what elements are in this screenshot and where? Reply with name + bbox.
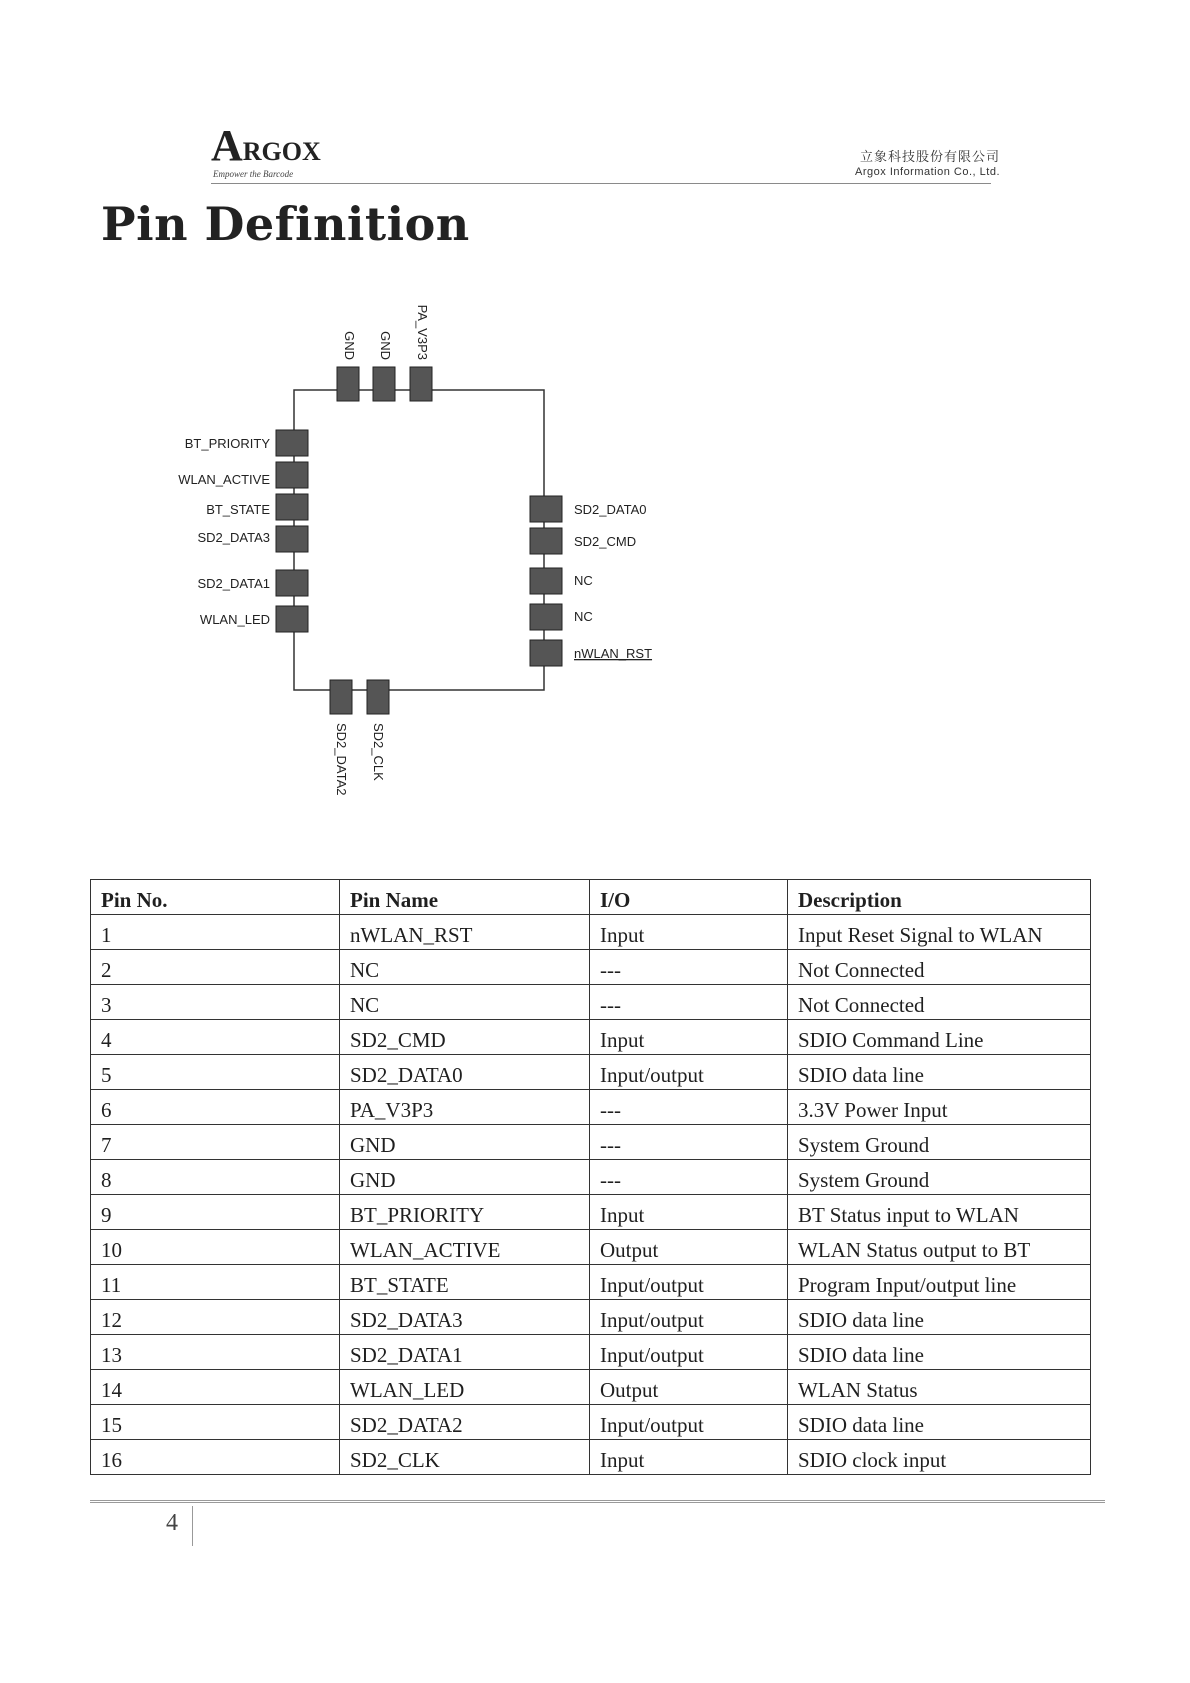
argox-logo — [211, 121, 331, 184]
cell-pin-name: WLAN_LED — [340, 1370, 590, 1405]
pin-label-right-nwlan-rst: nWLAN_RST — [574, 646, 653, 661]
cell-pin-no: 1 — [91, 915, 340, 950]
cell-pin-name: SD2_DATA2 — [340, 1405, 590, 1440]
pin-pad-top-gnd-2 — [373, 367, 395, 401]
cell-description: SDIO data line — [788, 1055, 1091, 1090]
cell-description: System Ground — [788, 1160, 1091, 1195]
cell-pin-no: 5 — [91, 1055, 340, 1090]
cell-pin-name: GND — [340, 1125, 590, 1160]
pin-label-right-sd2-cmd: SD2_CMD — [574, 534, 637, 549]
cell-io: --- — [590, 950, 788, 985]
cell-pin-no: 8 — [91, 1160, 340, 1195]
logo-wordmark: ARGOX — [211, 121, 321, 170]
cell-pin-name: BT_STATE — [340, 1265, 590, 1300]
pin-label-bottom-sd2-data2: SD2_DATA2 — [334, 723, 349, 796]
cell-pin-no: 10 — [91, 1230, 340, 1265]
cell-pin-no: 16 — [91, 1440, 340, 1475]
cell-io: --- — [590, 1125, 788, 1160]
pin-label-left-bt-state: BT_STATE — [206, 502, 270, 517]
pin-diagram-svg — [140, 290, 700, 830]
cell-description: WLAN Status — [788, 1370, 1091, 1405]
table-row — [91, 1335, 1091, 1370]
table-row — [91, 1055, 1091, 1090]
table-row — [91, 1300, 1091, 1335]
cell-pin-no: 2 — [91, 950, 340, 985]
table-row — [91, 985, 1091, 1020]
cell-pin-name: nWLAN_RST — [340, 915, 590, 950]
table-row — [91, 1405, 1091, 1440]
cell-io: Output — [590, 1230, 788, 1265]
pin-pad-right-nc-1 — [530, 568, 562, 594]
cell-description: 3.3V Power Input — [788, 1090, 1091, 1125]
pin-pad-left-sd2-data1 — [276, 570, 308, 596]
pin-label-top-pa-v3p3: PA_V3P3 — [415, 304, 430, 360]
table-row — [91, 1125, 1091, 1160]
cell-io: Output — [590, 1370, 788, 1405]
cell-description: SDIO Command Line — [788, 1020, 1091, 1055]
pin-label-left-sd2-data1: SD2_DATA1 — [197, 576, 270, 591]
table-row — [91, 1440, 1091, 1475]
cell-pin-name: NC — [340, 950, 590, 985]
cell-description: BT Status input to WLAN — [788, 1195, 1091, 1230]
table-row — [91, 950, 1091, 985]
cell-io: Input — [590, 1020, 788, 1055]
cell-pin-no: 13 — [91, 1335, 340, 1370]
cell-pin-name: NC — [340, 985, 590, 1020]
page-title: Pin Definition — [101, 197, 470, 251]
pin-pad-left-wlan-led — [276, 606, 308, 632]
cell-description: Not Connected — [788, 950, 1091, 985]
table-row — [91, 1265, 1091, 1300]
cell-description: Input Reset Signal to WLAN — [788, 915, 1091, 950]
cell-io: Input — [590, 915, 788, 950]
table-row — [91, 1195, 1091, 1230]
pin-pad-left-bt-state — [276, 494, 308, 520]
pin-label-right-nc-1: NC — [574, 573, 593, 588]
pin-pad-left-wlan-active — [276, 462, 308, 488]
column-header-description: Description — [788, 880, 1091, 915]
cell-description: WLAN Status output to BT — [788, 1230, 1091, 1265]
cell-description: Not Connected — [788, 985, 1091, 1020]
company-name-english: Argox Information Co., Ltd. — [855, 166, 1000, 178]
cell-pin-name: SD2_DATA1 — [340, 1335, 590, 1370]
cell-io: Input — [590, 1440, 788, 1475]
pin-label-left-sd2-data3: SD2_DATA3 — [197, 530, 270, 545]
table-row — [91, 1370, 1091, 1405]
table-row — [91, 1020, 1091, 1055]
company-name-chinese: 立象科技股份有限公司 — [859, 150, 1000, 165]
pin-label-left-bt-priority: BT_PRIORITY — [184, 436, 270, 451]
cell-pin-no: 9 — [91, 1195, 340, 1230]
company-name — [855, 146, 1000, 178]
cell-io: Input/output — [590, 1335, 788, 1370]
column-header-pin-name: Pin Name — [340, 880, 590, 915]
pin-pad-right-nc-2 — [530, 604, 562, 630]
pin-label-left-wlan-led: WLAN_LED — [199, 612, 270, 627]
cell-description: SDIO data line — [788, 1405, 1091, 1440]
page-number-separator — [192, 1506, 193, 1546]
chip-outline — [294, 390, 544, 690]
cell-io: --- — [590, 1090, 788, 1125]
pin-pad-bottom-sd2-clk — [367, 680, 389, 714]
pin-pad-top-gnd-1 — [337, 367, 359, 401]
cell-pin-no: 11 — [91, 1265, 340, 1300]
cell-pin-no: 12 — [91, 1300, 340, 1335]
pin-definition-table — [90, 879, 1091, 1475]
pin-label-left-wlan-active: WLAN_ACTIVE — [178, 472, 270, 487]
cell-io: Input — [590, 1195, 788, 1230]
cell-io: --- — [590, 1160, 788, 1195]
cell-pin-name: SD2_CMD — [340, 1020, 590, 1055]
cell-pin-name: PA_V3P3 — [340, 1090, 590, 1125]
cell-io: Input/output — [590, 1265, 788, 1300]
cell-io: Input/output — [590, 1055, 788, 1090]
pin-pad-right-sd2-cmd — [530, 528, 562, 554]
column-header-pin-no: Pin No. — [91, 880, 340, 915]
cell-io: Input/output — [590, 1405, 788, 1440]
table-row — [91, 1230, 1091, 1265]
cell-description: SDIO data line — [788, 1300, 1091, 1335]
pin-pad-right-sd2-data0 — [530, 496, 562, 522]
table-row — [91, 1090, 1091, 1125]
page-number: 4 — [166, 1510, 178, 1536]
cell-description: System Ground — [788, 1125, 1091, 1160]
cell-pin-name: WLAN_ACTIVE — [340, 1230, 590, 1265]
cell-pin-no: 14 — [91, 1370, 340, 1405]
cell-pin-no: 3 — [91, 985, 340, 1020]
cell-description: Program Input/output line — [788, 1265, 1091, 1300]
pin-label-right-sd2-data0: SD2_DATA0 — [574, 502, 647, 517]
footer-divider — [90, 1500, 1105, 1503]
cell-pin-name: SD2_DATA0 — [340, 1055, 590, 1090]
pin-pad-top-pa-v3p3 — [410, 367, 432, 401]
logo-tagline: Empower the Barcode — [213, 169, 294, 179]
cell-pin-name: SD2_CLK — [340, 1440, 590, 1475]
pin-pad-left-sd2-data3 — [276, 526, 308, 552]
cell-pin-name: GND — [340, 1160, 590, 1195]
cell-io: Input/output — [590, 1300, 788, 1335]
cell-description: SDIO clock input — [788, 1440, 1091, 1475]
header-divider — [211, 183, 991, 184]
table-row — [91, 915, 1091, 950]
cell-pin-name: SD2_DATA3 — [340, 1300, 590, 1335]
pin-pad-bottom-sd2-data2 — [330, 680, 352, 714]
cell-pin-no: 6 — [91, 1090, 340, 1125]
cell-pin-no: 15 — [91, 1405, 340, 1440]
table-row — [91, 1160, 1091, 1195]
cell-pin-no: 7 — [91, 1125, 340, 1160]
pin-label-right-nc-2: NC — [574, 609, 593, 624]
pin-label-top-gnd-1: GND — [342, 331, 357, 360]
cell-pin-no: 4 — [91, 1020, 340, 1055]
cell-description: SDIO data line — [788, 1335, 1091, 1370]
column-header-io: I/O — [590, 880, 788, 915]
pin-diagram — [140, 290, 700, 830]
pin-label-top-gnd-2: GND — [378, 331, 393, 360]
table-header-row — [91, 880, 1091, 915]
cell-pin-name: BT_PRIORITY — [340, 1195, 590, 1230]
pin-label-bottom-sd2-clk: SD2_CLK — [371, 723, 386, 781]
pin-pad-right-nwlan-rst — [530, 640, 562, 666]
cell-io: --- — [590, 985, 788, 1020]
pin-pad-left-bt-priority — [276, 430, 308, 456]
